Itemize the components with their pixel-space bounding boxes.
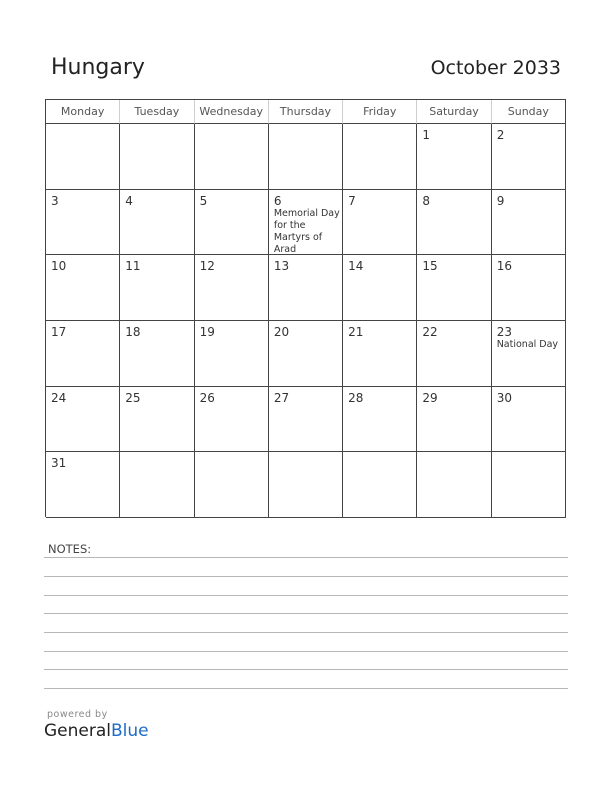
day-cell <box>195 452 269 518</box>
day-number: 20 <box>273 324 290 339</box>
weekday-header: Sunday <box>492 100 566 124</box>
day-number: 6 <box>273 193 282 208</box>
day-number: 30 <box>496 390 512 405</box>
day-number: 2 <box>496 128 505 142</box>
weekday-header: Wednesday <box>195 100 269 124</box>
day-number: 29 <box>422 390 438 405</box>
day-cell <box>269 124 343 190</box>
day-cell <box>269 255 343 321</box>
day-number: 19 <box>199 324 215 339</box>
day-number: 1 <box>422 128 431 142</box>
day-number: 26 <box>199 390 215 405</box>
day-cell <box>492 321 566 387</box>
day-number: 31 <box>51 456 67 471</box>
day-number: 4 <box>125 193 133 208</box>
powered-by-text: powered by <box>47 709 108 720</box>
day-cell <box>195 190 269 256</box>
notes-line <box>44 688 568 689</box>
day-cell <box>343 124 417 190</box>
day-cell <box>269 387 343 453</box>
day-number: 11 <box>125 259 141 274</box>
day-cell <box>269 190 343 256</box>
day-cell <box>417 321 491 387</box>
day-cell <box>46 190 120 256</box>
notes-line <box>44 632 568 633</box>
day-number: 7 <box>348 193 356 208</box>
holiday-label: National Day <box>496 338 559 350</box>
holiday-label: Memorial Day for the Martyrs of Arad <box>273 207 340 255</box>
day-number: 25 <box>125 390 141 405</box>
day-number: 10 <box>51 259 67 274</box>
day-cell <box>492 255 566 321</box>
day-cell <box>46 321 120 387</box>
day-number: 12 <box>199 259 215 274</box>
day-number: 17 <box>51 324 67 339</box>
calendar-week-row <box>46 190 566 256</box>
weekday-header: Friday <box>343 100 417 124</box>
notes-line <box>44 595 568 596</box>
day-cell <box>417 387 491 453</box>
day-cell <box>46 387 120 453</box>
notes-line <box>44 576 568 577</box>
day-number: 9 <box>496 193 505 208</box>
day-cell <box>417 190 491 256</box>
day-number: 21 <box>348 324 364 339</box>
day-cell <box>492 387 566 453</box>
notes-label: NOTES: <box>48 542 92 556</box>
notes-line <box>44 651 568 652</box>
calendar-week-row <box>46 321 566 387</box>
day-cell <box>120 387 194 453</box>
day-cell <box>492 124 566 190</box>
calendar-grid <box>45 99 566 517</box>
day-number: 5 <box>199 193 208 208</box>
day-cell <box>492 452 566 518</box>
day-cell <box>343 255 417 321</box>
day-cell <box>343 190 417 256</box>
day-number: 27 <box>273 390 290 405</box>
weekday-header: Monday <box>46 100 120 124</box>
calendar-week-row <box>46 255 566 321</box>
country-title: Hungary <box>51 55 145 80</box>
day-cell <box>120 321 194 387</box>
day-cell <box>195 255 269 321</box>
notes-line <box>44 669 568 670</box>
month-year-title: October 2033 <box>430 57 561 79</box>
day-cell <box>120 452 194 518</box>
day-number: 14 <box>348 259 364 274</box>
day-cell <box>343 387 417 453</box>
day-number: 3 <box>51 193 59 208</box>
day-number: 24 <box>51 390 67 405</box>
day-cell <box>417 452 491 518</box>
day-cell <box>195 321 269 387</box>
calendar-weeks <box>46 124 566 518</box>
calendar-week-row <box>46 387 566 453</box>
day-cell <box>46 452 120 518</box>
generalblue-logo <box>44 721 149 741</box>
day-number: 18 <box>125 324 141 339</box>
calendar-week-row <box>46 124 566 190</box>
day-cell <box>46 124 120 190</box>
calendar-week-row <box>46 452 566 518</box>
day-cell <box>417 124 491 190</box>
day-cell <box>269 321 343 387</box>
day-cell <box>195 387 269 453</box>
day-cell <box>195 124 269 190</box>
day-number: 15 <box>422 259 438 274</box>
day-cell <box>120 124 194 190</box>
day-number: 28 <box>348 390 364 405</box>
day-number: 16 <box>496 259 512 274</box>
day-cell <box>417 255 491 321</box>
weekday-header: Saturday <box>417 100 491 124</box>
day-cell <box>492 190 566 256</box>
day-cell <box>343 321 417 387</box>
logo-general: General <box>44 721 111 741</box>
day-number: 13 <box>273 259 290 274</box>
day-cell <box>46 255 120 321</box>
weekday-header-row <box>46 100 566 124</box>
day-cell <box>120 255 194 321</box>
weekday-header: Thursday <box>269 100 343 124</box>
day-cell <box>120 190 194 256</box>
weekday-header: Tuesday <box>120 100 194 124</box>
day-cell <box>343 452 417 518</box>
notes-line <box>44 613 568 614</box>
day-number: 22 <box>422 324 438 339</box>
day-cell <box>269 452 343 518</box>
logo-blue: Blue <box>111 721 149 741</box>
notes-line <box>44 557 568 558</box>
day-number: 23 <box>496 324 512 339</box>
day-number: 8 <box>422 193 431 208</box>
